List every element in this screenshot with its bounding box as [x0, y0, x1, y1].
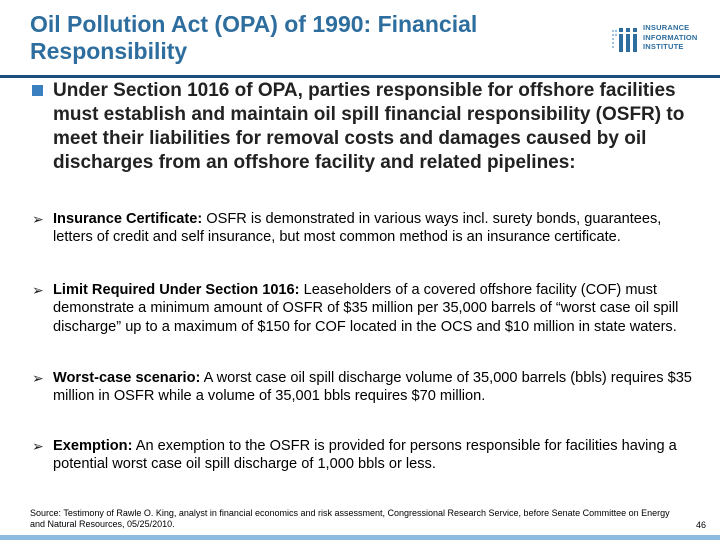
main-bullet-text: Under Section 1016 of OPA, parties responsible for offshore facilities must establish and maintain oil spill financial responsibility (OSFR) to meet their liabilities for removal costs and damages caused by oil discharges from an offshore facility and related pipelines: [53, 80, 685, 173]
subpoint-exemption [30, 437, 700, 474]
arrow-bullet-icon: ➢ [32, 438, 44, 454]
iii-logo-icon [612, 28, 640, 52]
logo-line: INSTITUTE [643, 42, 684, 51]
subpoint-insurance-certificate [30, 210, 700, 247]
subpoint-label: Exemption: [53, 438, 133, 454]
arrow-bullet-icon: ➢ [32, 211, 44, 227]
arrow-bullet-icon: ➢ [32, 370, 44, 386]
square-bullet-icon [32, 85, 43, 96]
subpoint-limit-required [30, 281, 700, 336]
subpoint-worst-case [30, 369, 700, 406]
subpoint-label: Insurance Certificate: [53, 211, 203, 227]
source-note: Source: Testimony of Rawle O. King, analyst in financial economics and risk assessment, Congressional Research Service, before Senate Committee on Energy and Natural Resources, 05/25/2010. [30, 508, 670, 529]
subpoint-text: A worst case oil spill discharge volume of 35,000 barrels (bbls) requires $35 million in OSFR while a volume of 35,001 bbls requires $70 million. [53, 370, 692, 405]
arrow-bullet-icon: ➢ [32, 282, 44, 298]
main-bullet [30, 79, 710, 175]
subpoint-text: OSFR is demonstrated in various ways incl. surety bonds, guarantees, letters of credit and self insurance, but most common method is an insurance certificate. [53, 211, 662, 246]
subpoint-text: An exemption to the OSFR is provided for persons responsible for facilities having a potential worst case oil spill discharge of 1,000 bbls or less. [53, 438, 677, 473]
subpoint-text: Leaseholders of a covered offshore facility (COF) must demonstrate a minimum amount of OSFR of $35 million per 35,000 barrels of “worst case oil spill discharge” up to a maximum of $150 for COF located in the OCS and $10 million in state waters. [53, 282, 679, 335]
subpoint-label: Worst-case scenario: [53, 370, 201, 386]
page-number: 46 [696, 520, 707, 530]
footer-bar [0, 535, 720, 540]
slide-title: Oil Pollution Act (OPA) of 1990: Financial Responsibility [30, 11, 478, 64]
title-divider [0, 75, 720, 78]
subpoint-label: Limit Required Under Section 1016: [53, 282, 300, 298]
logo-line: INSURANCE [643, 23, 690, 32]
logo-line: INFORMATION [643, 32, 698, 42]
insurance-information-institute-logo [612, 20, 712, 60]
logo-wordmark [643, 23, 698, 52]
